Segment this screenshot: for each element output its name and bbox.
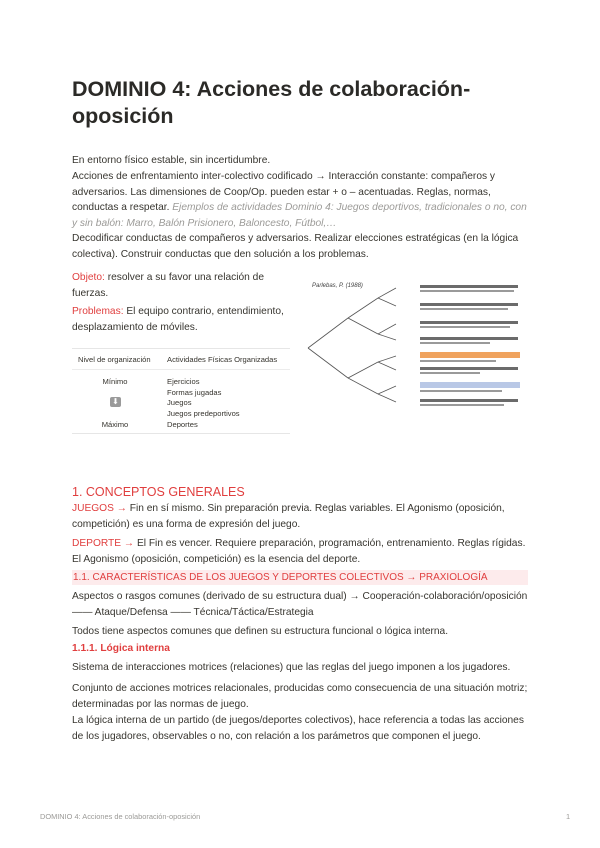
table-divider [72, 369, 290, 370]
intro-paragraph-3: Decodificar conductas de compañeros y adversarios. Realizar elecciones estratégicas (en la lógica colectiva). Construir conductas que den solución a los problemas. [72, 233, 519, 260]
juegos-paragraph [72, 501, 528, 532]
table-level-max: Máximo [101, 420, 129, 429]
footer-title: DOMINIO 4: Acciones de colaboración-oposición [40, 812, 201, 821]
table-header-activities: Actividades Físicas Organizadas [167, 355, 278, 364]
juegos-label: JUEGOS → [72, 503, 127, 514]
section-heading-conceptos: 1. CONCEPTOS GENERALES [72, 485, 245, 499]
praxiologia-paragraph-1: Aspectos o rasgos comunes (derivado de su estructura dual) → Cooperación-colaboración/oposición —— Ataque/Defensa —— Técnica/Táctica/Estrategia [72, 591, 528, 618]
intro-examples: Ejemplos de actividades Dominio 4: Juegos deportivos, tradicionales o no, con y sin balón: Marro, Balón Prisionero, Baloncesto, Fútbol,… [72, 202, 527, 229]
objeto-text: resolver a su favor una relación de fuerzas. [72, 272, 264, 299]
subsection-heading-praxiologia: 1.1. CARACTERÍSTICAS DE LOS JUEGOS Y DEPORTES COLECTIVOS → PRAXIOLOGÍA [72, 570, 528, 585]
down-arrow-icon: ⬇ [110, 397, 121, 407]
problemas-text: El equipo contrario, entendimiento, desplazamiento de móviles. [72, 306, 284, 333]
table-activity: Deportes [167, 420, 198, 429]
intro-paragraph-2 [72, 169, 528, 231]
objeto-paragraph [72, 270, 294, 301]
deporte-label: DEPORTE → [72, 538, 135, 549]
tree-branches [308, 288, 396, 402]
organization-table [72, 348, 290, 434]
table-activity: Juegos predeportivos [167, 408, 240, 418]
deporte-text: El Fin es vencer. Requiere preparación, programación, entrenamiento. Reglas rígidas. El Agonismo (oposición, competición) es la esencia del deporte. [72, 538, 526, 565]
table-level-min: Mínimo [102, 377, 128, 386]
table-activity: Formas jugadas [167, 387, 222, 397]
intro-paragraph-1: En entorno físico estable, sin incertidumbre. [72, 155, 271, 166]
logica-paragraph-3: La lógica interna de un partido (de juegos/deportes colectivos), hace referencia a todas las acciones de los jugadores, observables o no, con relación a los parámetros que componen el juego. [72, 715, 524, 742]
tree-highlight-orange [420, 352, 520, 358]
problemas-label: Problemas: [72, 306, 124, 317]
parlebas-classification-tree [300, 276, 528, 412]
page-number: 1 [566, 812, 571, 821]
tree-leaves [420, 285, 520, 406]
subsubsection-heading-logica: 1.1.1. Lógica interna [72, 643, 170, 654]
problemas-paragraph [72, 304, 294, 335]
objeto-label: Objeto: [72, 272, 105, 283]
juegos-text: Fin en sí mismo. Sin preparación previa. Reglas variables. El Agonismo (oposición, competición) es una forma de expresión del juego. [72, 503, 505, 530]
praxiologia-paragraph-2: Todos tiene aspectos comunes que definen su estructura funcional o lógica interna. [72, 626, 449, 637]
table-activity: Juegos [167, 398, 192, 407]
page-title: DOMINIO 4: Acciones de colaboración-oposición [72, 77, 471, 128]
tree-highlight-blue [420, 382, 520, 388]
tree-title: Parlebas, P. (1988) [312, 283, 363, 289]
deporte-paragraph [72, 536, 528, 567]
logica-paragraph-2: Conjunto de acciones motrices relacionales, producidas como consecuencia de una situación motriz; determinadas por las normas de juego. [72, 683, 528, 710]
logica-paragraph-1: Sistema de interacciones motrices (relaciones) que las reglas del juego imponen a los jugadores. [72, 662, 511, 673]
table-header-level: Nivel de organización [78, 355, 151, 364]
intro-paragraph-2-text: Acciones de enfrentamiento inter-colectivo codificado → Interacción constante: compañeros y adversarios. Las dimensiones de Coop/Op. pueden estar + o – acentuadas. Reglas, normas, conductas a respetar. [72, 171, 496, 213]
table-activity: Ejercicios [167, 377, 200, 386]
